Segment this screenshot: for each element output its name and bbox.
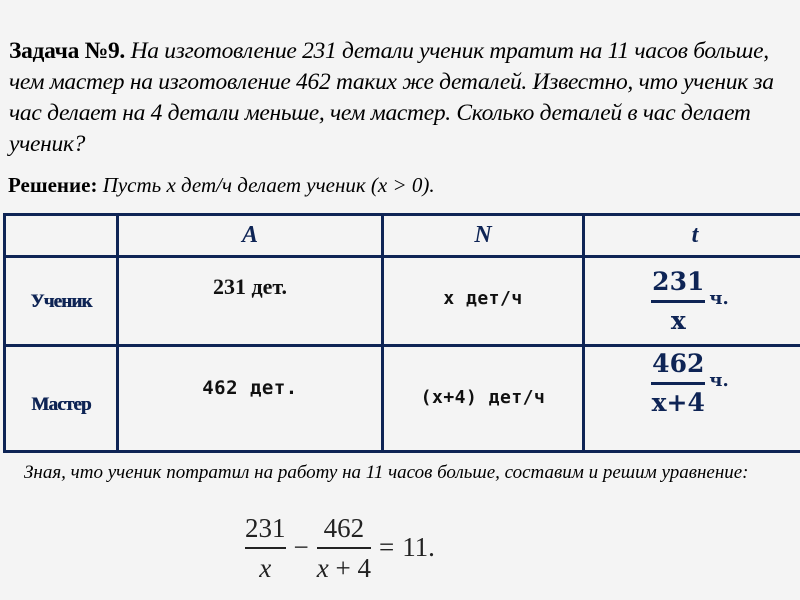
table-header-rate: N [474, 222, 492, 248]
solution-text: Пусть x дет/ч делает ученик (x > 0). [102, 173, 435, 197]
solution-intro [8, 172, 435, 198]
student-time-fraction [651, 267, 705, 336]
fraction-denominator: x+4 [651, 388, 705, 417]
fraction-numerator: 462 [323, 513, 365, 543]
table-header-empty [6, 216, 116, 255]
row-label-student: Ученик [30, 291, 92, 312]
time-unit: ч. [709, 287, 729, 309]
conclusion-text: Зная, что ученик потратил на работу на 11 часов больше, составим и решим уравнение: [24, 462, 749, 483]
equation-fraction-1 [245, 513, 286, 583]
fraction-bar [245, 547, 286, 549]
master-time-fraction [651, 349, 705, 418]
problem-text: На изготовление 231 детали ученик тратит на 11 часов больше, чем мастер на изготовление 462 таких же деталей. Известно, что ученик за час делает на 4 детали меньше, чем мастер. Сколько деталей в час делает ученик? [9, 38, 774, 157]
fraction-bar [317, 547, 371, 549]
equation-result: 11. [402, 532, 435, 563]
fraction-denominator: x [670, 305, 686, 335]
master-rate: (x+4) дет/ч [420, 387, 546, 408]
work-table [3, 213, 800, 453]
fraction-denominator: x [259, 552, 272, 583]
master-time [585, 347, 800, 453]
fraction-denominator: x + 4 [316, 552, 371, 583]
row-label-master: Мастер [31, 394, 91, 415]
student-work: 231 дет. [212, 274, 288, 299]
table-header-time: t [691, 222, 699, 248]
problem-label: Задача №9. [9, 38, 125, 64]
solution-label: Решение: [8, 173, 98, 197]
fraction-bar [651, 300, 705, 303]
student-rate: x дет/ч [443, 288, 523, 309]
equation [245, 513, 435, 583]
master-work: 462 дет. [202, 377, 298, 399]
minus-operator: − [293, 532, 309, 563]
fraction-bar [651, 382, 705, 385]
table-header-work: A [241, 222, 258, 248]
time-unit: ч. [709, 370, 729, 391]
fraction-numerator: 231 [652, 266, 705, 296]
equals-sign: = [378, 532, 395, 563]
fraction-numerator: 231 [245, 513, 286, 543]
problem-statement [9, 36, 799, 160]
fraction-numerator: 462 [652, 349, 705, 378]
equation-fraction-2 [317, 513, 371, 583]
student-time [585, 258, 800, 344]
